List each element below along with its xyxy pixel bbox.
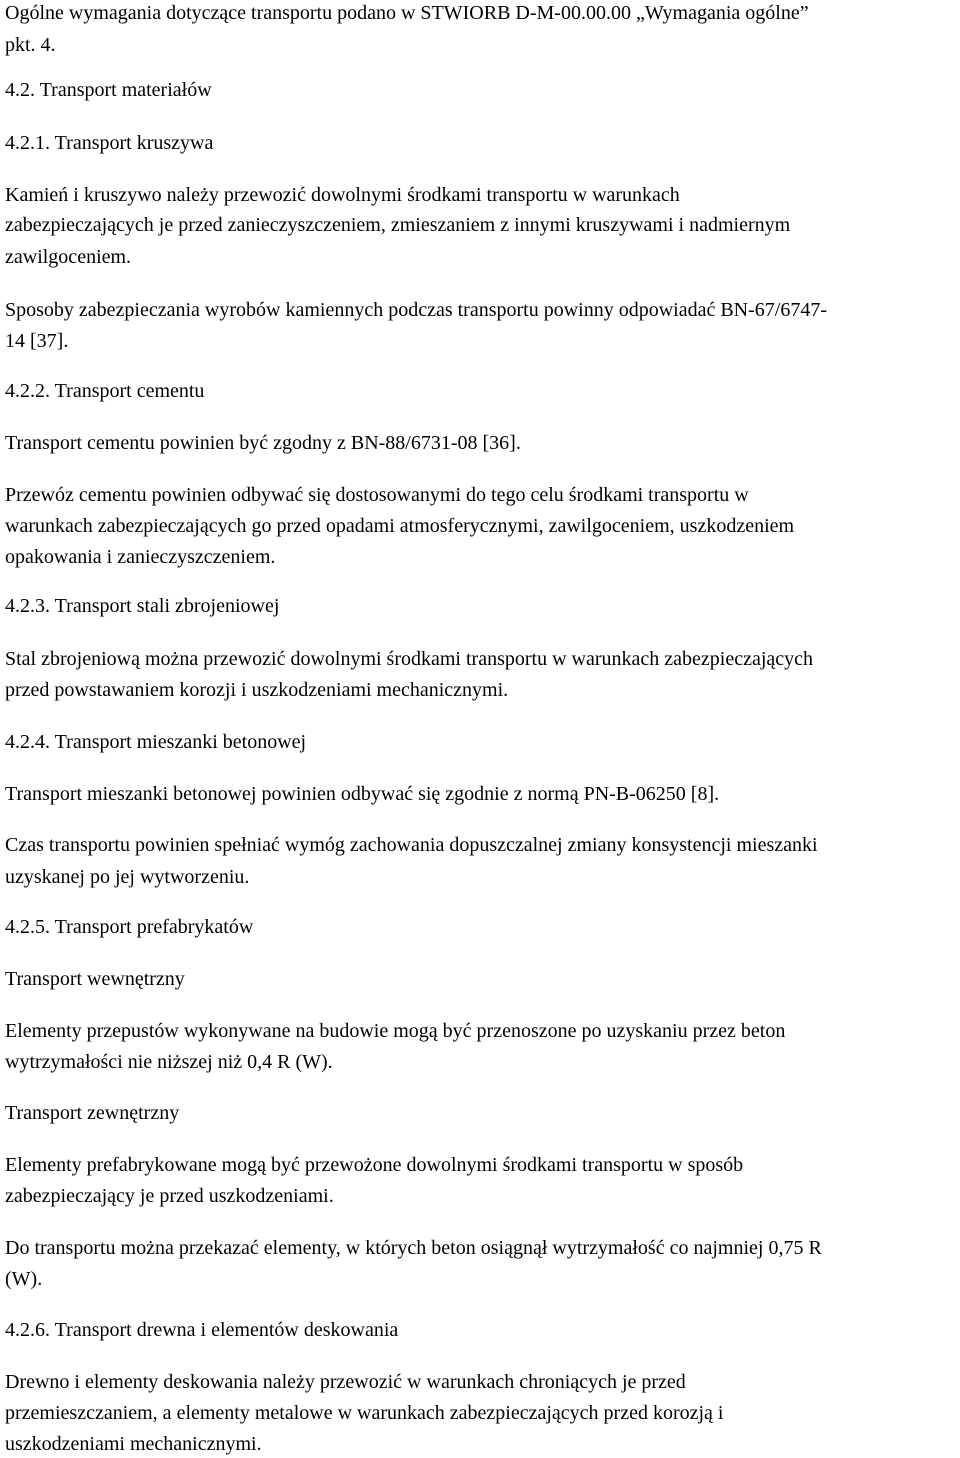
text-line: Kamień i kruszywo należy przewozić dowolnymi środkami transportu w warunkach	[5, 184, 680, 206]
paragraph-mieszanka-1: Transport mieszanki betonowej powinien odbywać się zgodnie z normą PN-B-06250 [8].	[5, 783, 720, 805]
text-line: pkt. 4.	[5, 34, 56, 56]
section-heading-4-2: 4.2. Transport materiałów	[5, 79, 212, 101]
text-line: 14 [37].	[5, 330, 69, 352]
text-line: przed powstawaniem korozji i uszkodzeniami mechanicznymi.	[5, 679, 509, 701]
section-heading-4-2-3: 4.2.3. Transport stali zbrojeniowej	[5, 595, 280, 617]
text-line: wytrzymałości nie niższej niż 0,4 R (W).	[5, 1051, 333, 1073]
text-line: zabezpieczających je przed zanieczyszczeniem, zmieszaniem z innymi kruszywami i nadmiernym	[5, 214, 791, 236]
text-line: uszkodzeniami mechanicznymi.	[5, 1433, 262, 1455]
text-line: Przewóz cementu powinien odbywać się dostosowanymi do tego celu środkami transportu w	[5, 484, 749, 506]
subheading-transport-zewnetrzny: Transport zewnętrzny	[5, 1102, 180, 1124]
section-heading-4-2-6: 4.2.6. Transport drewna i elementów deskowania	[5, 1319, 399, 1341]
section-heading-4-2-2: 4.2.2. Transport cementu	[5, 380, 205, 402]
section-heading-4-2-5: 4.2.5. Transport prefabrykatów	[5, 916, 254, 938]
paragraph-cement-1: Transport cementu powinien być zgodny z BN-88/6731-08 [36].	[5, 432, 521, 454]
text-line: przemieszczaniem, a elementy metalowe w warunkach zabezpieczających przed korozją i	[5, 1402, 724, 1424]
subheading-transport-wewnetrzny: Transport wewnętrzny	[5, 968, 185, 990]
section-heading-4-2-1: 4.2.1. Transport kruszywa	[5, 132, 214, 154]
text-line: Drewno i elementy deskowania należy przewozić w warunkach chroniących je przed	[5, 1371, 686, 1393]
section-heading-4-2-4: 4.2.4. Transport mieszanki betonowej	[5, 731, 307, 753]
text-line: warunkach zabezpieczających go przed opadami atmosferycznymi, zawilgoceniem, uszkodzeniem	[5, 515, 795, 537]
text-line: (W).	[5, 1268, 43, 1290]
text-line: opakowania i zanieczyszczeniem.	[5, 546, 276, 568]
text-line: zabezpieczający je przed uszkodzeniami.	[5, 1185, 334, 1207]
text-line: Do transportu można przekazać elementy, w których beton osiągnął wytrzymałość co najmniej 0,75 R	[5, 1237, 822, 1259]
text-line: Elementy przepustów wykonywane na budowie mogą być przenoszone po uzyskaniu przez beton	[5, 1020, 786, 1042]
text-line: uzyskanej po jej wytworzeniu.	[5, 866, 250, 888]
text-line: zawilgoceniem.	[5, 246, 132, 268]
text-line: Ogólne wymagania dotyczące transportu podano w STWIORB D-M-00.00.00 „Wymagania ogólne”	[5, 2, 809, 24]
text-line: Stal zbrojeniową można przewozić dowolnymi środkami transportu w warunkach zabezpieczających	[5, 648, 814, 670]
text-line: Sposoby zabezpieczania wyrobów kamiennych podczas transportu powinny odpowiadać BN-67/6747-	[5, 299, 828, 321]
text-line: Elementy prefabrykowane mogą być przewożone dowolnymi środkami transportu w sposób	[5, 1154, 744, 1176]
text-line: Czas transportu powinien spełniać wymóg zachowania dopuszczalnej zmiany konsystencji mieszanki	[5, 834, 818, 856]
